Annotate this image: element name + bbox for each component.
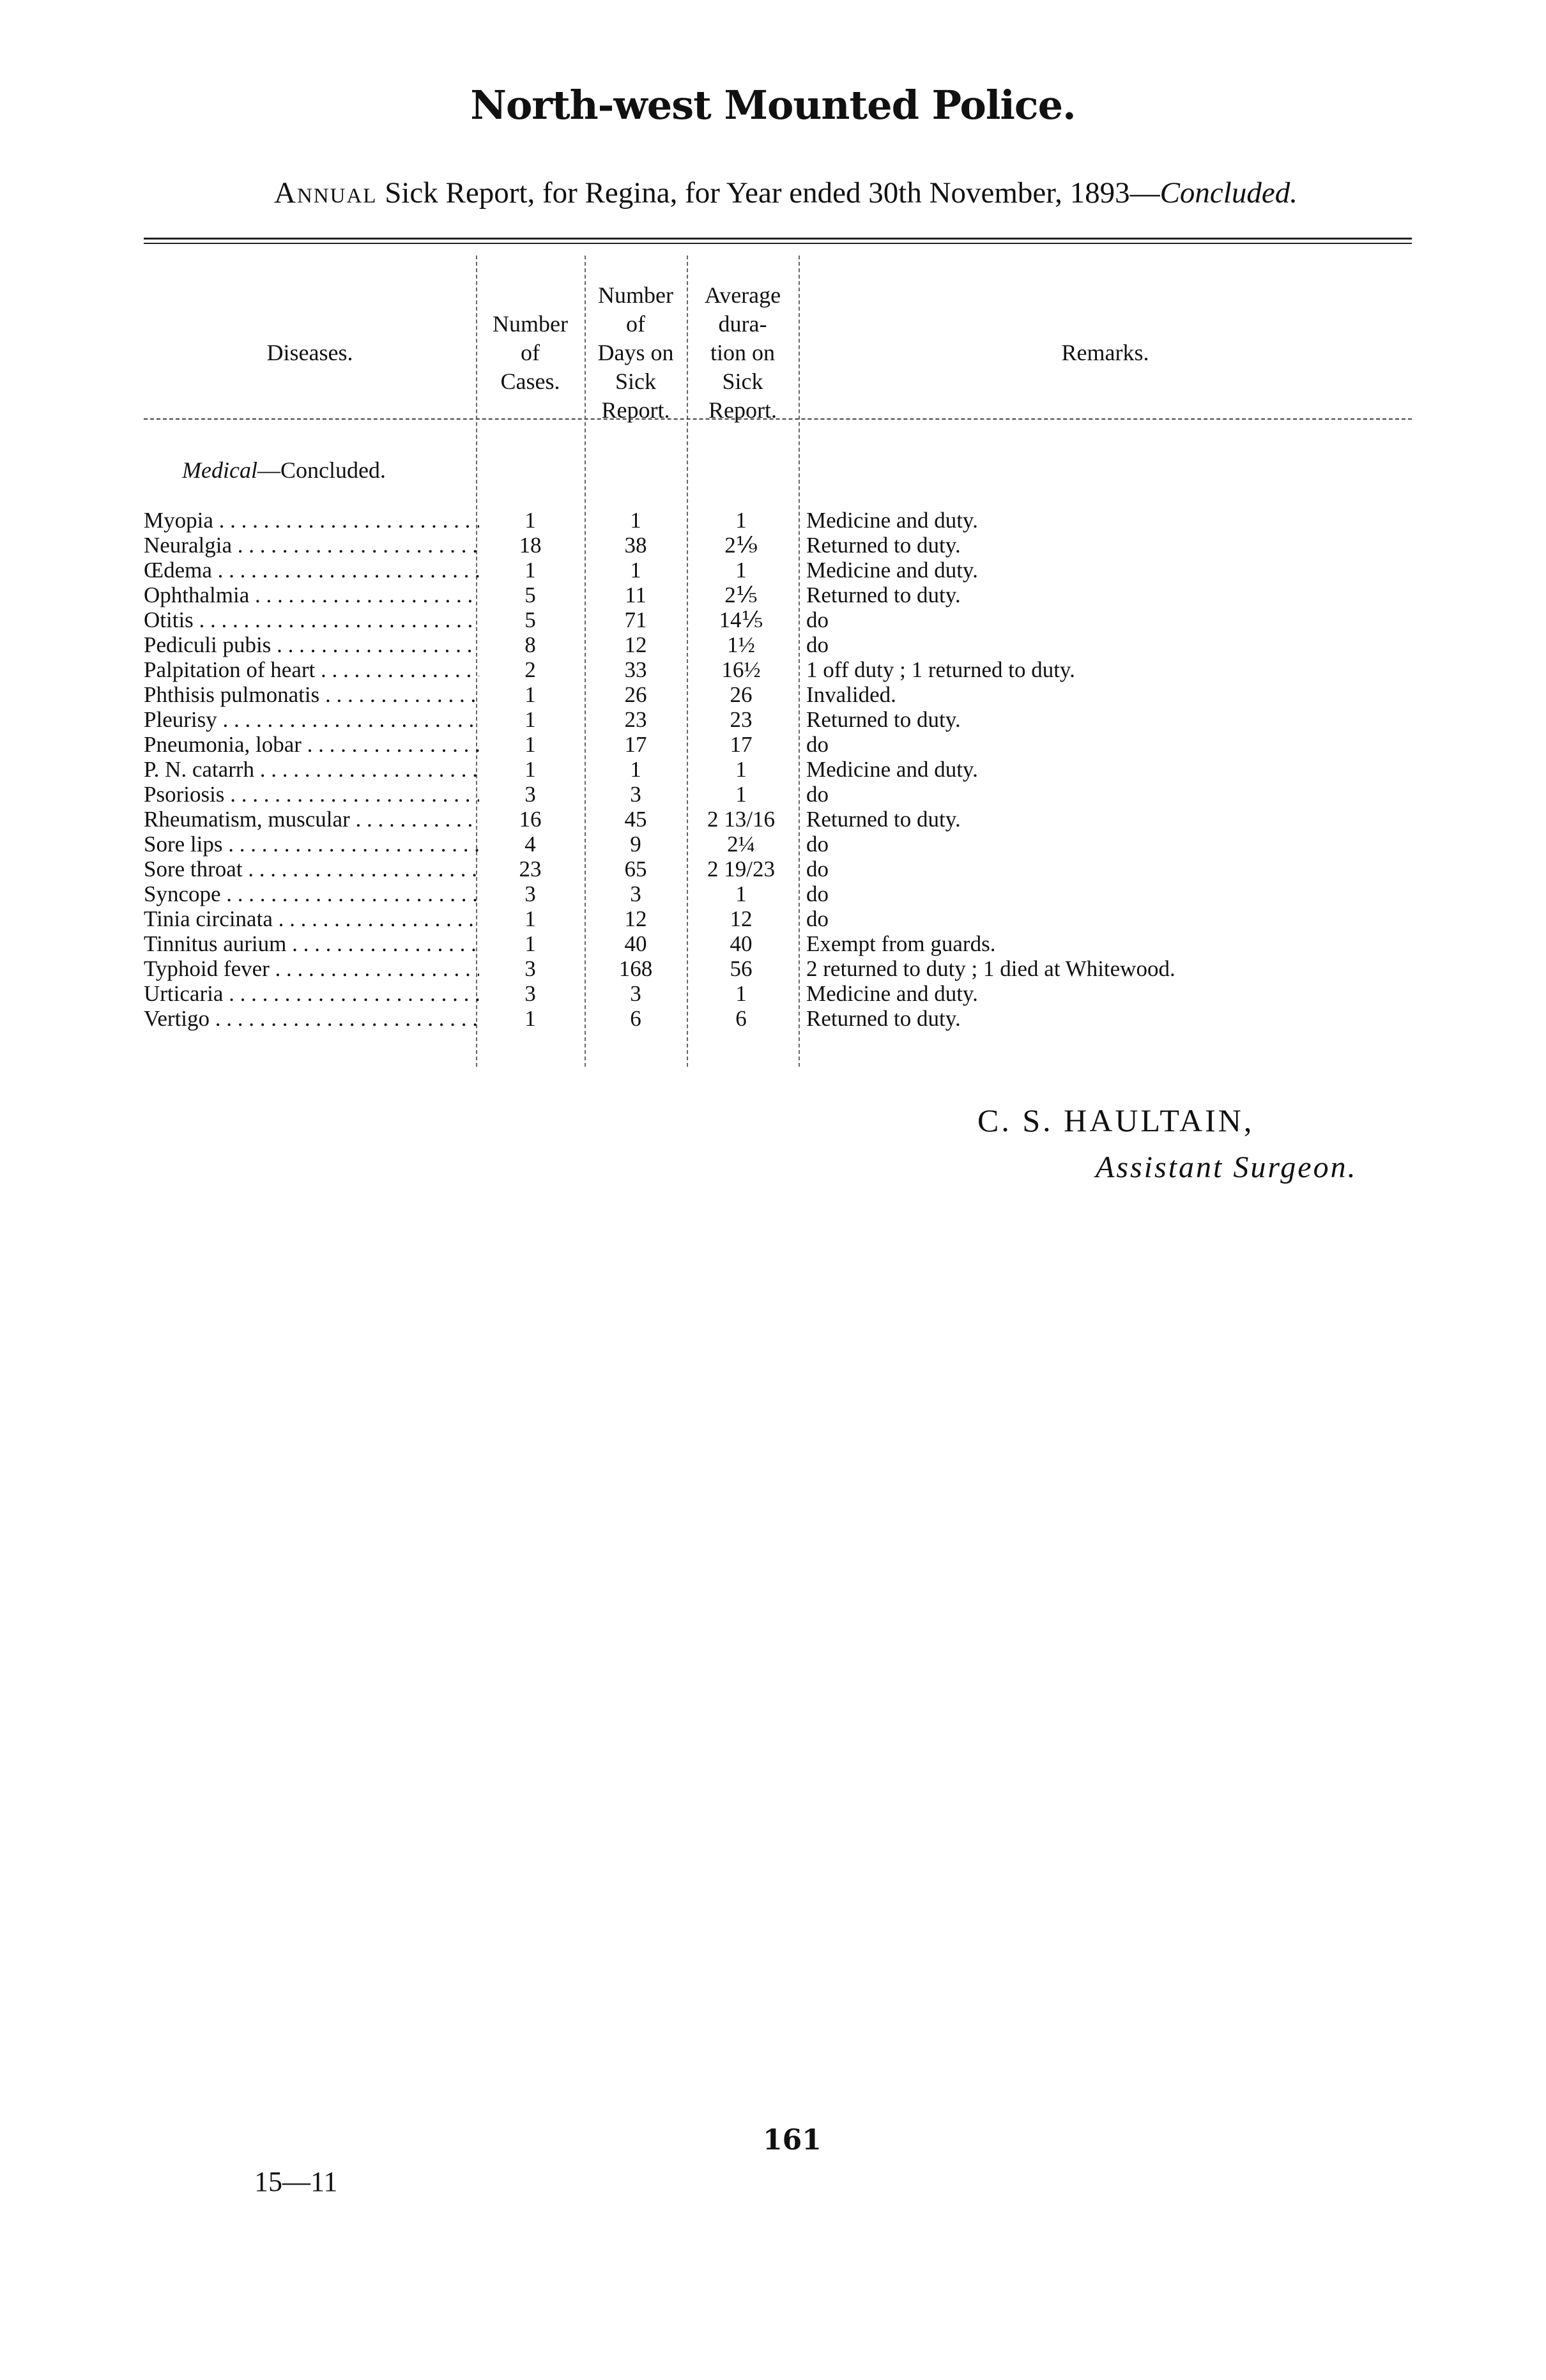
days-cell: 33 [624,657,647,682]
signature-name: C. S. HAULTAIN, [977,1102,1255,1138]
avg-cell: 1½ [727,632,755,657]
table-row [0,533,1546,558]
report-subtitle [153,176,1418,210]
disease-cell: Ophthalmia . . . [144,583,479,607]
avg-cell: 2 13/16 [707,807,775,832]
disease-cell: Œdema . . . [144,558,479,583]
avg-cell: 16½ [721,657,761,682]
disease-cell: Urticaria . . . [144,981,479,1006]
table-row [0,657,1546,682]
remarks-cell: Medicine and duty. [806,981,978,1006]
days-cell: 1 [630,558,641,583]
table-row [0,632,1546,657]
disease-cell: Syncope . . . [144,881,479,906]
days-cell: 23 [624,707,647,732]
subtitle-italic: Concluded. [1160,176,1297,210]
remarks-cell: Returned to duty. [806,807,961,832]
footer-code: 15—11 [254,2166,338,2197]
cases-cell: 3 [524,956,536,981]
disease-cell: Vertigo . . . [144,1006,479,1031]
header-line: Report. [708,397,777,423]
cases-cell: 18 [519,533,542,558]
remarks-cell: do [806,881,829,906]
avg-cell: 26 [730,682,753,707]
cases-cell: 1 [524,757,536,782]
disease-cell: Tinia circinata . . . [144,906,479,931]
table-row [0,732,1546,757]
header-avg [687,281,799,425]
avg-cell: 1 [735,881,747,906]
table-row [0,682,1546,707]
header-line: Days on [597,340,674,365]
cases-cell: 16 [519,807,542,832]
disease-cell: Phthisis pulmonatis . . . [144,682,479,707]
remarks-cell: Invalided. [806,682,896,707]
avg-cell: 12 [730,906,753,931]
cases-cell: 2 [524,657,536,682]
table-row [0,956,1546,981]
days-cell: 71 [624,607,647,632]
days-cell: 3 [630,782,641,807]
remarks-cell: do [806,782,829,807]
signature-title: Assistant Surgeon. [1096,1150,1358,1184]
table-row [0,832,1546,857]
days-cell: 6 [630,1006,641,1031]
remarks-cell: do [806,732,829,757]
avg-cell: 1 [735,981,747,1006]
header-remarks: Remarks. [1061,340,1149,365]
remarks-cell: Returned to duty. [806,533,961,558]
disease-cell: Rheumatism, muscular . . . [144,807,479,832]
disease-cell: Tinnitus aurium . . . [144,931,479,956]
days-cell: 38 [624,533,647,558]
header-line: Sick [615,369,656,394]
cases-cell: 1 [524,508,536,533]
avg-cell: 17 [730,732,753,757]
disease-cell: Psoriosis . . . [144,782,479,807]
table-row [0,707,1546,732]
disease-cell: Typhoid fever . . . [144,956,479,981]
cases-cell: 3 [524,981,536,1006]
page-number: 161 [763,2124,822,2156]
section-heading-italic: Medical [182,457,257,483]
header-line: of [521,340,540,365]
table-row [0,981,1546,1006]
table-row [0,931,1546,956]
cases-cell: 1 [524,682,536,707]
remarks-cell: Exempt from guards. [806,931,996,956]
remarks-cell: 1 off duty ; 1 returned to duty. [806,657,1075,682]
disease-cell: Otitis . . . [144,607,479,632]
table-row [0,508,1546,533]
cases-cell: 1 [524,906,536,931]
disease-cell: Sore throat . . . [144,857,479,881]
header-line: Number [598,282,673,308]
remarks-cell: do [806,857,829,881]
disease-cell: Pediculi pubis . . . [144,632,479,657]
days-cell: 40 [624,931,647,956]
remarks-cell: Medicine and duty. [806,508,978,533]
cases-cell: 5 [524,607,536,632]
avg-cell: 56 [730,956,753,981]
table-row [0,807,1546,832]
header-line: Average [704,282,781,308]
subtitle-caps: Annual [274,176,378,210]
days-cell: 11 [625,583,647,607]
header-rule [144,418,1412,420]
avg-cell: 6 [735,1006,747,1031]
header-line: Number [493,311,568,337]
days-cell: 26 [624,682,647,707]
cases-cell: 5 [524,583,536,607]
top-rule [144,238,1412,240]
header-cases [476,310,585,396]
days-cell: 168 [618,956,653,981]
avg-cell: 2⅕ [724,583,758,607]
avg-cell: 14⅕ [719,607,763,632]
avg-cell: 2⅑ [724,533,758,558]
avg-cell: 1 [735,508,747,533]
section-heading-rest: —Concluded. [257,457,386,483]
remarks-cell: Medicine and duty. [806,558,978,583]
header-line: Sick [722,369,763,394]
remarks-cell: Returned to duty. [806,583,961,607]
days-cell: 1 [630,508,641,533]
days-cell: 65 [624,857,647,881]
days-cell: 9 [630,832,641,857]
remarks-cell: Returned to duty. [806,707,961,732]
header-line: tion on [710,340,775,365]
remarks-cell: do [806,832,829,857]
cases-cell: 1 [524,1006,536,1031]
cases-cell: 1 [524,732,536,757]
cases-cell: 1 [524,707,536,732]
avg-cell: 40 [730,931,753,956]
section-heading [182,457,386,484]
disease-cell: Pneumonia, lobar . . . [144,732,479,757]
header-line: Report. [601,397,670,423]
header-line: of [626,311,645,337]
table-row [0,558,1546,583]
days-cell: 17 [624,732,647,757]
page-title: North-west Mounted Police. [470,82,1076,128]
table-row [0,757,1546,782]
avg-cell: 2¼ [727,832,755,857]
avg-cell: 2 19/23 [707,857,775,881]
header-days [585,281,687,425]
disease-cell: Pleurisy . . . [144,707,479,732]
disease-cell: Sore lips . . . [144,832,479,857]
header-line: Cases. [500,369,560,394]
cases-cell: 1 [524,931,536,956]
avg-cell: 1 [735,558,747,583]
avg-cell: 23 [730,707,753,732]
remarks-cell: Returned to duty. [806,1006,961,1031]
days-cell: 3 [630,981,641,1006]
top-rule-thin [144,243,1412,244]
disease-cell: Myopia . . . [144,508,479,533]
remarks-cell: do [806,607,829,632]
cases-cell: 8 [524,632,536,657]
table-row [0,607,1546,632]
avg-cell: 1 [735,757,747,782]
cases-cell: 4 [524,832,536,857]
remarks-cell: do [806,906,829,931]
header-diseases: Diseases. [266,340,353,365]
table-row [0,881,1546,906]
cases-cell: 3 [524,881,536,906]
days-cell: 1 [630,757,641,782]
table-row [0,782,1546,807]
table-row [0,583,1546,607]
table-row [0,1006,1546,1031]
header-line: dura- [718,311,767,337]
disease-cell: P. N. catarrh . . . [144,757,479,782]
days-cell: 12 [624,906,647,931]
days-cell: 3 [630,881,641,906]
table-body [0,508,1546,1031]
cases-cell: 23 [519,857,542,881]
remarks-cell: 2 returned to duty ; 1 died at Whitewood. [806,956,1175,981]
table-row [0,857,1546,881]
days-cell: 45 [624,807,647,832]
cases-cell: 3 [524,782,536,807]
disease-cell: Neuralgia . . . [144,533,479,558]
avg-cell: 1 [735,782,747,807]
cases-cell: 1 [524,558,536,583]
remarks-cell: do [806,632,829,657]
table-row [0,906,1546,931]
subtitle-main: Sick Report, for Regina, for Year ended 30th November, 1893— [377,176,1160,210]
days-cell: 12 [624,632,647,657]
disease-cell: Palpitation of heart . . . [144,657,479,682]
remarks-cell: Medicine and duty. [806,757,978,782]
